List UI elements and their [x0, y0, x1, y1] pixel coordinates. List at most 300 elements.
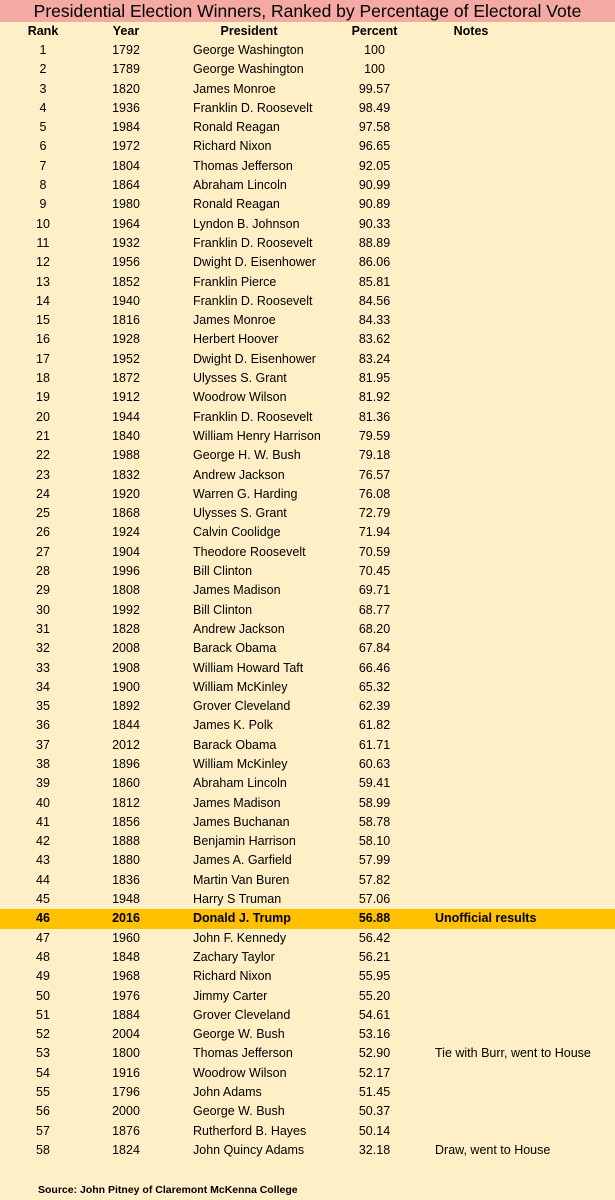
table-row	[0, 948, 615, 967]
cell-percent: 61.71	[358, 737, 391, 752]
cell-president: Andrew Jackson	[193, 467, 285, 482]
table-row	[0, 851, 615, 870]
cell-percent: 72.79	[358, 506, 391, 521]
cell-percent: 62.39	[358, 699, 391, 714]
cell-notes	[417, 215, 615, 234]
cell-year: 1804	[112, 158, 140, 173]
cell-year: 1952	[112, 351, 140, 366]
cell-notes	[417, 1122, 615, 1141]
table-row	[0, 736, 615, 755]
cell-rank: 35	[36, 699, 50, 714]
table-row	[0, 311, 615, 330]
cell-notes	[417, 1064, 615, 1083]
cell-notes	[417, 60, 615, 79]
cell-president: John F. Kennedy	[193, 930, 287, 945]
table-row	[0, 1102, 615, 1121]
cell-president: James A. Garfield	[193, 853, 292, 868]
cell-percent: 81.92	[358, 390, 391, 405]
cell-percent: 97.58	[358, 120, 391, 135]
cell-year: 1976	[112, 988, 140, 1003]
cell-percent: 81.36	[358, 409, 391, 424]
table-row	[0, 446, 615, 465]
cell-president: Woodrow Wilson	[193, 390, 287, 405]
table-row	[0, 543, 615, 562]
cell-president: James Monroe	[193, 313, 276, 328]
cell-percent: 56.42	[358, 930, 391, 945]
cell-year: 1900	[112, 679, 140, 694]
cell-rank: 25	[36, 506, 50, 521]
header-notes: Notes	[453, 24, 489, 38]
cell-notes	[417, 466, 615, 485]
table-row	[0, 369, 615, 388]
cell-rank: 43	[36, 853, 50, 868]
cell-rank: 48	[36, 949, 50, 964]
cell-rank: 41	[36, 814, 50, 829]
cell-year: 2016	[112, 911, 140, 926]
cell-president: Franklin Pierce	[193, 274, 277, 289]
table-row	[0, 234, 615, 253]
cell-percent: 55.95	[358, 969, 391, 984]
cell-year: 1828	[112, 621, 140, 636]
cell-year: 2008	[112, 641, 140, 656]
cell-year: 1860	[112, 776, 140, 791]
cell-president: Harry S Truman	[193, 892, 282, 907]
cell-notes	[417, 388, 615, 407]
cell-rank: 47	[36, 930, 50, 945]
cell-percent: 98.49	[358, 100, 391, 115]
cell-notes	[417, 890, 615, 909]
cell-president: George W. Bush	[193, 1027, 285, 1042]
cell-president: Jimmy Carter	[193, 988, 268, 1003]
table-row	[0, 176, 615, 195]
cell-president: George H. W. Bush	[193, 448, 301, 463]
cell-president: James Madison	[193, 795, 281, 810]
table-row	[0, 716, 615, 735]
cell-rank: 40	[36, 795, 50, 810]
cell-notes: Tie with Burr, went to House	[435, 1046, 591, 1061]
cell-year: 1920	[112, 486, 140, 501]
cell-notes	[417, 581, 615, 600]
cell-percent: 32.18	[358, 1142, 391, 1157]
cell-rank: 31	[36, 621, 50, 636]
table-row	[0, 60, 615, 79]
cell-president: Grover Cleveland	[193, 699, 291, 714]
cell-percent: 60.63	[358, 756, 391, 771]
table-row	[0, 1122, 615, 1141]
cell-year: 1789	[112, 62, 140, 77]
cell-percent: 52.90	[358, 1046, 391, 1061]
cell-notes	[417, 311, 615, 330]
cell-president: George Washington	[193, 43, 304, 57]
cell-president: Calvin Coolidge	[193, 525, 281, 540]
header-president: President	[220, 24, 278, 38]
cell-president: John Quincy Adams	[193, 1142, 305, 1157]
cell-president: George W. Bush	[193, 1104, 285, 1119]
table-header-row	[0, 22, 615, 41]
cell-rank: 56	[36, 1104, 50, 1119]
cell-percent: 58.10	[358, 834, 391, 849]
cell-notes	[417, 794, 615, 813]
cell-rank: 11	[36, 235, 50, 250]
cell-president: Barack Obama	[193, 737, 277, 752]
cell-percent: 79.18	[358, 448, 391, 463]
cell-rank: 14	[36, 293, 50, 308]
cell-rank: 9	[39, 197, 47, 212]
cell-rank: 20	[36, 409, 50, 424]
table-row	[0, 523, 615, 542]
cell-notes	[417, 273, 615, 292]
cell-notes: Unofficial results	[435, 911, 537, 926]
source-note: Source: John Pitney of Claremont McKenna College	[38, 1184, 298, 1196]
cell-percent: 92.05	[358, 158, 391, 173]
cell-rank: 10	[36, 216, 50, 231]
cell-notes	[417, 137, 615, 156]
cell-notes: Draw, went to House	[435, 1142, 551, 1157]
cell-notes	[417, 350, 615, 369]
cell-year: 1808	[112, 583, 140, 598]
cell-rank: 39	[36, 776, 50, 791]
cell-percent: 50.14	[358, 1123, 391, 1138]
table-row	[0, 137, 615, 156]
table-row	[0, 1064, 615, 1083]
cell-rank: 52	[36, 1027, 50, 1042]
cell-notes	[417, 504, 615, 523]
page-title: Presidential Election Winners, Ranked by Percentage of Electoral Vote	[0, 0, 615, 22]
cell-notes	[417, 1102, 615, 1121]
cell-year: 1848	[112, 949, 140, 964]
cell-percent: 100	[364, 62, 385, 77]
cell-percent: 88.89	[358, 235, 391, 250]
cell-year: 1796	[112, 1085, 140, 1100]
cell-rank: 15	[36, 313, 50, 328]
cell-notes	[417, 80, 615, 99]
cell-president: John Adams	[193, 1085, 262, 1100]
table-row	[0, 330, 615, 349]
cell-percent: 85.81	[358, 274, 391, 289]
cell-year: 1968	[112, 969, 140, 984]
table-row	[0, 1025, 615, 1044]
cell-president: Donald J. Trump	[193, 911, 291, 926]
table-row	[0, 929, 615, 948]
cell-year: 1892	[112, 699, 140, 714]
cell-president: James Buchanan	[193, 814, 290, 829]
cell-year: 1988	[112, 448, 140, 463]
cell-president: Lyndon B. Johnson	[193, 216, 300, 231]
cell-president: James Monroe	[193, 81, 276, 96]
cell-percent: 57.06	[358, 892, 391, 907]
table-row	[0, 408, 615, 427]
cell-president: Grover Cleveland	[193, 1007, 291, 1022]
cell-percent: 81.95	[358, 371, 391, 386]
cell-notes	[417, 1025, 615, 1044]
cell-rank: 7	[39, 158, 47, 173]
table-row	[0, 118, 615, 137]
cell-rank: 23	[36, 467, 50, 482]
header-year: Year	[112, 24, 140, 38]
table-row	[0, 678, 615, 697]
cell-rank: 49	[36, 969, 50, 984]
cell-year: 1832	[112, 467, 140, 482]
cell-year: 1836	[112, 872, 140, 887]
cell-year: 1812	[112, 795, 140, 810]
cell-year: 1928	[112, 332, 140, 347]
cell-percent: 52.17	[358, 1065, 391, 1080]
cell-rank: 58	[36, 1142, 50, 1157]
cell-year: 1872	[112, 371, 140, 386]
table-row	[0, 253, 615, 272]
cell-notes	[417, 987, 615, 1006]
cell-percent: 76.08	[358, 486, 391, 501]
cell-president: Thomas Jefferson	[193, 158, 293, 173]
cell-year: 1820	[112, 81, 140, 96]
cell-rank: 30	[36, 602, 50, 617]
cell-president: Barack Obama	[193, 641, 277, 656]
cell-notes	[417, 330, 615, 349]
table-row-highlighted	[0, 909, 615, 928]
cell-rank: 55	[36, 1085, 50, 1100]
cell-year: 1896	[112, 756, 140, 771]
cell-rank: 44	[36, 872, 50, 887]
table-row	[0, 427, 615, 446]
table-row	[0, 80, 615, 99]
cell-percent: 68.77	[358, 602, 391, 617]
cell-year: 1816	[112, 313, 140, 328]
cell-percent: 65.32	[358, 679, 391, 694]
cell-notes	[417, 601, 615, 620]
cell-notes	[417, 292, 615, 311]
table-row	[0, 890, 615, 909]
cell-notes	[417, 176, 615, 195]
table-row	[0, 215, 615, 234]
cell-percent: 90.99	[358, 178, 391, 193]
cell-president: George Washington	[193, 62, 304, 77]
cell-president: William Howard Taft	[193, 660, 304, 675]
cell-rank: 57	[36, 1123, 50, 1138]
cell-rank: 21	[36, 428, 50, 443]
cell-president: Bill Clinton	[193, 602, 253, 617]
cell-rank: 22	[36, 448, 50, 463]
cell-percent: 53.16	[358, 1027, 391, 1042]
cell-president: Thomas Jefferson	[193, 1046, 293, 1061]
cell-year: 1940	[112, 293, 140, 308]
table-row	[0, 1006, 615, 1025]
cell-year: 1800	[112, 1046, 140, 1061]
cell-year: 1944	[112, 409, 140, 424]
table-row	[0, 620, 615, 639]
cell-notes	[417, 118, 615, 137]
cell-percent: 71.94	[358, 525, 391, 540]
cell-percent: 96.65	[358, 139, 391, 154]
cell-percent: 56.21	[358, 949, 391, 964]
cell-notes	[417, 755, 615, 774]
cell-year: 1884	[112, 1007, 140, 1022]
cell-president: Franklin D. Roosevelt	[193, 235, 313, 250]
cell-year: 1856	[112, 814, 140, 829]
cell-year: 1960	[112, 930, 140, 945]
cell-rank: 1	[39, 43, 47, 57]
cell-percent: 55.20	[358, 988, 391, 1003]
cell-rank: 42	[36, 834, 50, 849]
cell-rank: 34	[36, 679, 50, 694]
cell-president: Richard Nixon	[193, 139, 272, 154]
cell-president: Franklin D. Roosevelt	[193, 409, 313, 424]
table-row	[0, 292, 615, 311]
cell-notes	[417, 41, 615, 60]
table-row	[0, 99, 615, 118]
cell-percent: 61.82	[358, 718, 391, 733]
table-row	[0, 697, 615, 716]
cell-year: 1880	[112, 853, 140, 868]
cell-president: Herbert Hoover	[193, 332, 279, 347]
table-row	[0, 562, 615, 581]
cell-rank: 19	[36, 390, 50, 405]
cell-notes	[417, 1083, 615, 1102]
cell-notes	[417, 543, 615, 562]
cell-notes	[417, 716, 615, 735]
cell-percent: 84.33	[358, 313, 391, 328]
cell-year: 1908	[112, 660, 140, 675]
cell-percent: 51.45	[358, 1085, 391, 1100]
cell-percent: 59.41	[358, 776, 391, 791]
cell-president: Abraham Lincoln	[193, 178, 287, 193]
table-row	[0, 581, 615, 600]
cell-rank: 38	[36, 756, 50, 771]
cell-notes	[417, 832, 615, 851]
cell-percent: 90.33	[358, 216, 391, 231]
table-row	[0, 774, 615, 793]
table-row	[0, 504, 615, 523]
cell-year: 1984	[112, 120, 140, 135]
cell-president: Martin Van Buren	[193, 872, 290, 887]
cell-notes	[417, 1006, 615, 1025]
table-row	[0, 755, 615, 774]
cell-percent: 84.56	[358, 293, 391, 308]
cell-year: 2012	[112, 737, 140, 752]
cell-rank: 26	[36, 525, 50, 540]
cell-rank: 13	[36, 274, 50, 289]
cell-notes	[417, 99, 615, 118]
table-row	[0, 157, 615, 176]
cell-notes	[417, 253, 615, 272]
cell-president: William McKinley	[193, 679, 288, 694]
cell-notes	[417, 851, 615, 870]
cell-president: Richard Nixon	[193, 969, 272, 984]
cell-rank: 51	[36, 1007, 50, 1022]
table-row	[0, 1141, 615, 1160]
cell-percent: 70.59	[358, 544, 391, 559]
cell-rank: 29	[36, 583, 50, 598]
cell-rank: 28	[36, 564, 50, 579]
cell-notes	[417, 523, 615, 542]
cell-year: 1996	[112, 564, 140, 579]
cell-year: 1876	[112, 1123, 140, 1138]
table-row	[0, 1083, 615, 1102]
table-row	[0, 639, 615, 658]
cell-president: Franklin D. Roosevelt	[193, 100, 313, 115]
cell-notes	[417, 736, 615, 755]
cell-percent: 76.57	[358, 467, 391, 482]
cell-year: 1904	[112, 544, 140, 559]
header-percent: Percent	[351, 24, 398, 38]
cell-rank: 54	[36, 1065, 50, 1080]
cell-notes	[417, 195, 615, 214]
cell-year: 1852	[112, 274, 140, 289]
cell-rank: 50	[36, 988, 50, 1003]
cell-year: 1956	[112, 255, 140, 270]
cell-notes	[417, 157, 615, 176]
cell-percent: 68.20	[358, 621, 391, 636]
table-row	[0, 41, 615, 60]
cell-notes	[417, 639, 615, 658]
cell-rank: 24	[36, 486, 50, 501]
cell-year: 1916	[112, 1065, 140, 1080]
cell-percent: 57.82	[358, 872, 391, 887]
cell-year: 1964	[112, 216, 140, 231]
table-row	[0, 832, 615, 851]
cell-percent: 86.06	[358, 255, 391, 270]
cell-notes	[417, 620, 615, 639]
table-body	[0, 41, 615, 1160]
cell-president: Dwight D. Eisenhower	[193, 255, 316, 270]
table-row	[0, 871, 615, 890]
cell-year: 1924	[112, 525, 140, 540]
cell-year: 1932	[112, 235, 140, 250]
cell-president: Benjamin Harrison	[193, 834, 296, 849]
cell-president: William McKinley	[193, 756, 288, 771]
cell-percent: 54.61	[358, 1007, 391, 1022]
cell-notes	[417, 485, 615, 504]
cell-notes	[417, 659, 615, 678]
cell-president: Ulysses S. Grant	[193, 371, 287, 386]
cell-rank: 37	[36, 737, 50, 752]
cell-president: Franklin D. Roosevelt	[193, 293, 313, 308]
table-row	[0, 466, 615, 485]
cell-percent: 79.59	[358, 428, 391, 443]
cell-president: Abraham Lincoln	[193, 776, 287, 791]
header-rank: Rank	[27, 24, 59, 38]
cell-year: 1992	[112, 602, 140, 617]
table-row	[0, 659, 615, 678]
cell-year: 1824	[112, 1142, 140, 1157]
cell-notes	[417, 967, 615, 986]
cell-notes	[417, 813, 615, 832]
table-row	[0, 794, 615, 813]
table-row	[0, 967, 615, 986]
cell-year: 1948	[112, 892, 140, 907]
cell-president: William Henry Harrison	[193, 428, 321, 443]
cell-percent: 67.84	[358, 641, 391, 656]
table-row	[0, 1044, 615, 1063]
cell-president: Woodrow Wilson	[193, 1065, 287, 1080]
cell-rank: 16	[36, 332, 50, 347]
cell-rank: 4	[39, 100, 47, 115]
cell-president: Ronald Reagan	[193, 120, 280, 135]
cell-rank: 46	[36, 911, 50, 926]
cell-rank: 12	[36, 255, 50, 270]
cell-notes	[417, 697, 615, 716]
cell-notes	[417, 562, 615, 581]
table-row	[0, 273, 615, 292]
table-row	[0, 195, 615, 214]
cell-percent: 100	[364, 43, 385, 57]
cell-percent: 50.37	[358, 1104, 391, 1119]
cell-notes	[417, 234, 615, 253]
cell-percent: 57.99	[358, 853, 391, 868]
cell-year: 1792	[112, 43, 140, 57]
cell-percent: 69.71	[358, 583, 391, 598]
cell-president: Theodore Roosevelt	[193, 544, 306, 559]
cell-percent: 58.78	[358, 814, 391, 829]
